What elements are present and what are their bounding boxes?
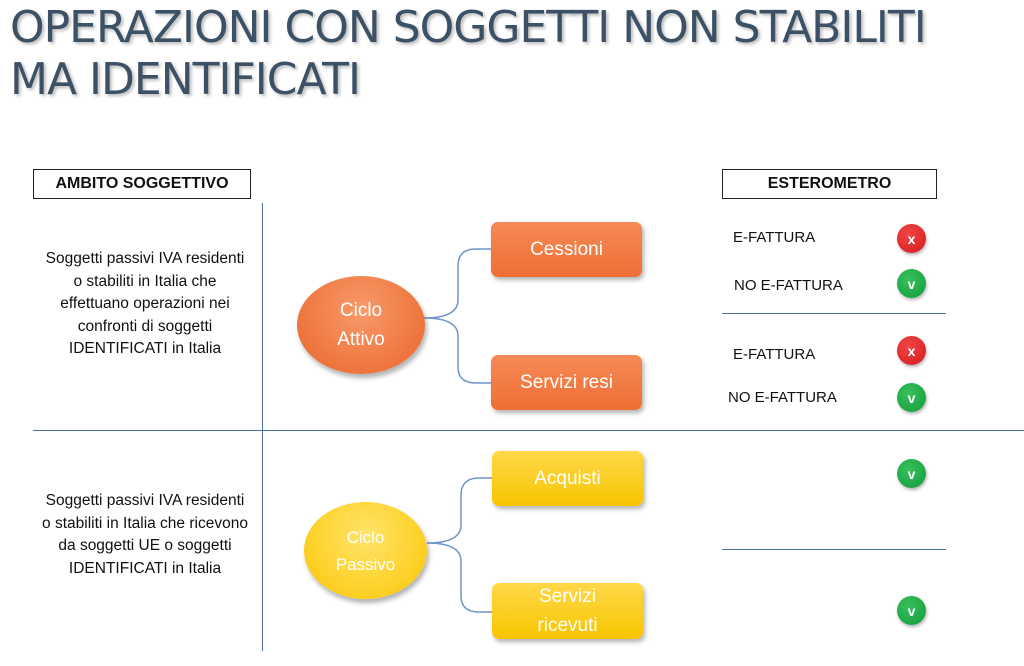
servizi-ricevuti-label-1: Servizi <box>538 586 596 607</box>
description-ciclo-attivo: Soggetti passivi IVA residenti o stabiliti in Italia che effettuano operazioni nei confronti di soggetti IDENTIFICATI in Italia <box>45 250 245 357</box>
connector-passivo <box>427 478 493 612</box>
ciclo-passivo-node <box>304 502 427 599</box>
cessioni-box <box>491 222 642 277</box>
title-line-2: MA IDENTIFICATI <box>10 54 361 105</box>
servizi-resi-efattura-label: E-FATTURA <box>733 346 816 363</box>
cessioni-no-efattura-check-icon: v <box>897 269 926 298</box>
ciclo-attivo-label-1: Ciclo <box>339 300 383 321</box>
ambito-soggettivo-header: AMBITO SOGGETTIVO <box>33 169 251 199</box>
ciclo-attivo-node <box>297 276 425 374</box>
servizi-resi-efattura-x-icon: x <box>897 336 926 365</box>
servizi-ricevuti-label-2: ricevuti <box>537 615 598 636</box>
cessioni-efattura-label: E-FATTURA <box>733 229 816 246</box>
ciclo-attivo-label-2: Attivo <box>337 329 385 350</box>
cessioni-label: Cessioni <box>530 238 603 260</box>
title-line-1: OPERAZIONI CON SOGGETTI NON STABILITI <box>10 2 926 53</box>
ciclo-passivo-label-1: Ciclo <box>346 527 385 547</box>
ciclo-passivo-label-2: Passivo <box>335 554 396 574</box>
servizi-resi-no-efattura-check-icon: v <box>897 383 926 412</box>
servizi-resi-no-efattura-label: NO E-FATTURA <box>728 389 837 406</box>
acquisti-label: Acquisti <box>534 467 601 489</box>
cessioni-efattura-x-icon: x <box>897 224 926 253</box>
servizi-ricevuti-box <box>492 583 643 639</box>
servizi-ricevuti-check-icon: v <box>897 596 926 625</box>
description-ciclo-passivo: Soggetti passivi IVA residenti o stabiliti in Italia che ricevono da soggetti UE o soggetti IDENTIFICATI in Italia <box>42 492 248 577</box>
servizi-resi-box <box>491 355 642 410</box>
esterometro-header: ESTEROMETRO <box>722 169 937 199</box>
servizi-resi-label: Servizi resi <box>520 371 613 393</box>
cessioni-no-efattura-label: NO E-FATTURA <box>734 277 843 294</box>
connector-attivo <box>424 249 492 383</box>
acquisti-box <box>492 451 643 506</box>
acquisti-check-icon: v <box>897 459 926 488</box>
